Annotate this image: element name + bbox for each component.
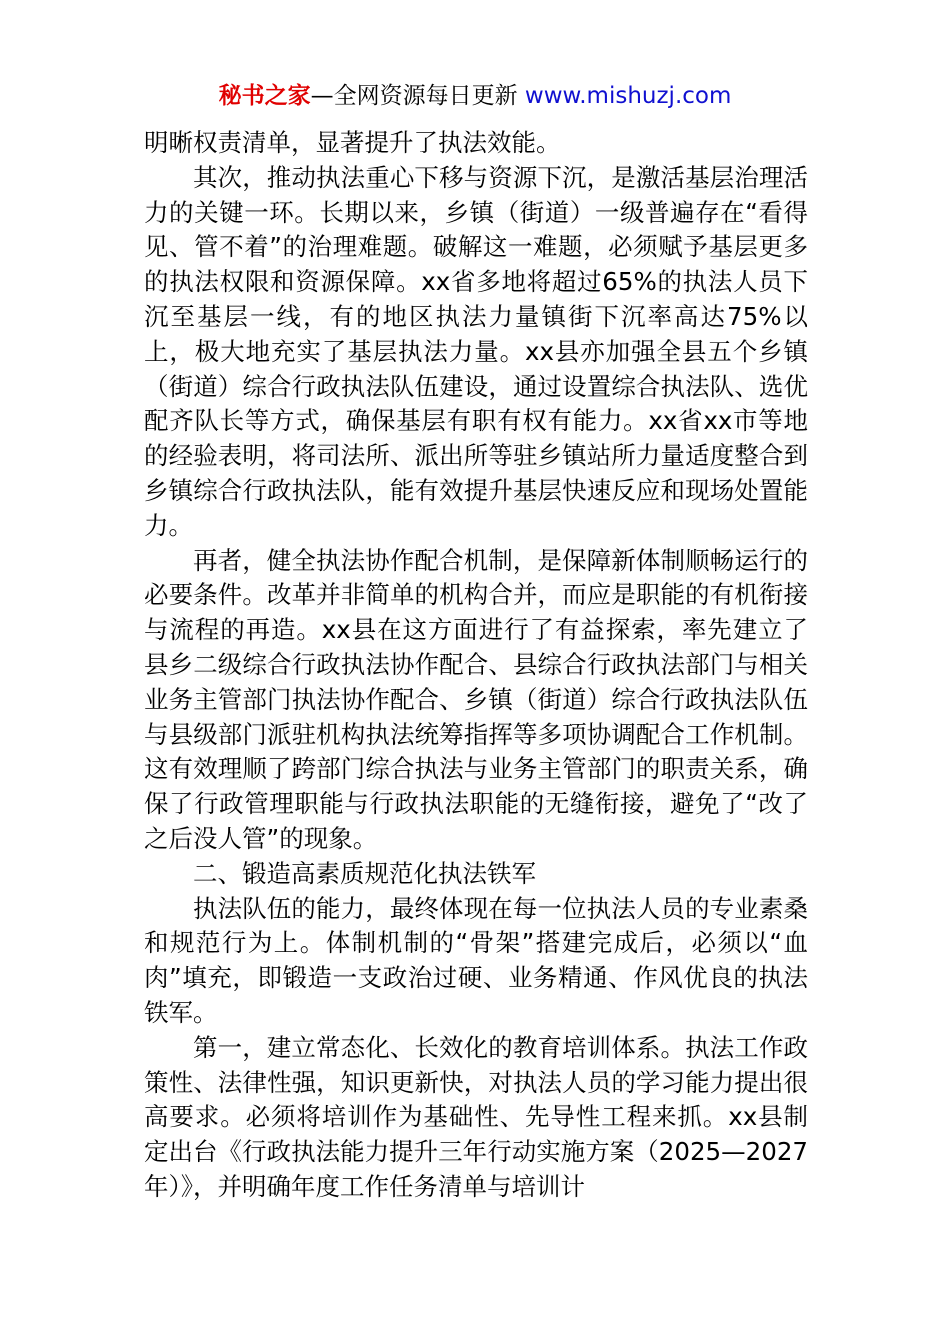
paragraph-team-capability: 执法队伍的能力，最终体现在每一位执法人员的专业素桑和规范行为上。体制机制的“骨架”搭建完成后，必须以“血肉”填充，即锻造一支政治过硬、业务精通、作风优良的执法铁军。 [144, 893, 808, 1027]
document-body [144, 126, 808, 1205]
paragraph-continuation: 明晰权责清单，显著提升了执法效能。 [144, 128, 561, 157]
site-url-link[interactable]: www.mishuzj.com [524, 83, 732, 109]
section-heading: 二、锻造高素质规范化执法铁军 [193, 858, 536, 888]
site-tagline: —全网资源每日更新 [310, 83, 525, 109]
paragraph-secondly: 其次，推动执法重心下移与资源下沉，是激活基层治理活力的关键一环。长期以来，乡镇（街道）一级普遍存在“看得见、管不着”的治理难题。破解这一难题，必须赋予基层更多的执法权限和资源保障。xx省多地将超过65%的执法人员下沉至基层一线，有的地区执法力量镇街下沉率高达75%以上，极大地充实了基层执法力量。xx县亦加强全县五个乡镇（街道）综合行政执法队伍建设，通过设置综合执法队、选优配齐队长等方式，确保基层有职有权有能力。xx省xx市等地的经验表明，将司法所、派出所等驻乡镇站所力量适度整合到乡镇综合行政执法队，能有效提升基层快速反应和现场处置能力。 [144, 162, 808, 540]
site-header [0, 80, 950, 112]
paragraph-furthermore: 再者，健全执法协作配合机制，是保障新体制顺畅运行的必要条件。改革并非简单的机构合并，而应是职能的有机衔接与流程的再造。xx县在这方面进行了有益探索，率先建立了县乡二级综合行政执法协作配合、县综合行政执法部门与相关业务主管部门执法协作配合、乡镇（街道）综合行政执法队伍与县级部门派驻机构执法统筹指挥等多项协调配合工作机制。这有效理顺了跨部门综合执法与业务主管部门的职责关系，确保了行政管理职能与行政执法职能的无缝衔接，避免了“改了之后没人管”的现象。 [144, 545, 808, 853]
paragraph-first-training: 第一，建立常态化、长效化的教育培训体系。执法工作政策性、法律性强，知识更新快，对执法人员的学习能力提出很高要求。必须将培训作为基础性、先导性工程来抓。xx县制定出台《行政执法能力提升三年行动实施方案（2025—2027年）》，并明确年度工作任务清单与培训计 [144, 1032, 808, 1201]
site-brand: 秘书之家 [218, 83, 311, 109]
